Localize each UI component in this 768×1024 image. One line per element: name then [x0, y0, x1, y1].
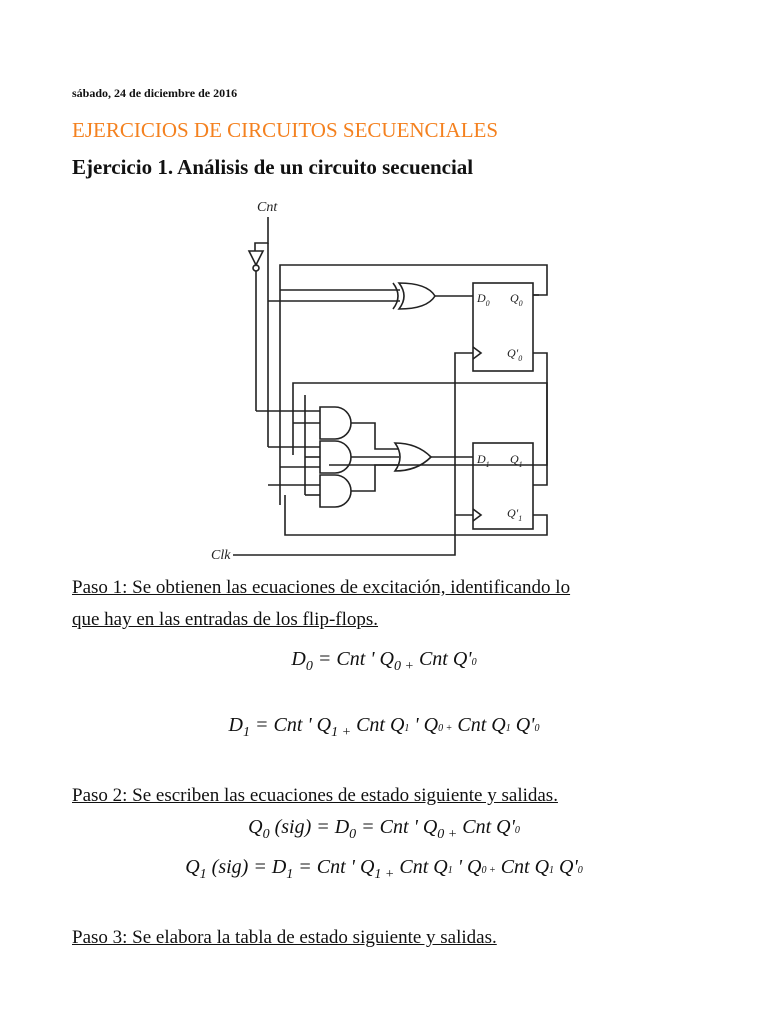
xor-gate-back [393, 283, 398, 309]
step-3-text: Paso 3: Se elabora la tabla de estado siguiente y salidas. [72, 927, 497, 948]
svg-text:D0: $D_0$ [477, 291, 490, 308]
svg-text:Q'0: $Q'_0$ [507, 346, 523, 363]
clk-label: Clk [211, 548, 231, 563]
not-gate [249, 251, 263, 265]
svg-text:Q1: $Q_1$ [510, 452, 523, 469]
equation-d0: $D_0$ = Cnt ' $Q_{0 +}$ Cnt Q'0 [291, 648, 477, 674]
post-title[interactable]: EJERCICIOS DE CIRCUITOS SECUENCIALES [72, 118, 499, 142]
post-date: sábado, 24 de diciembre de 2016 [72, 86, 238, 100]
cnt-label: Cnt [257, 200, 278, 215]
circuit-diagram [205, 195, 560, 570]
equation-q1-next: $Q_1$ $(sig) = D_1$ = Cnt ' $Q_{1 +}$ Cnt Q1 ' Q0 + Cnt Q1 Q'0 [185, 856, 583, 882]
or-gate [395, 443, 431, 471]
step-2-text: Paso 2: Se escriben las ecuaciones de estado siguiente y salidas. [72, 785, 558, 806]
and-gate-2 [320, 441, 351, 473]
and-gate-3 [320, 475, 351, 507]
svg-text:Q'1: $Q'_1$ [507, 506, 523, 523]
svg-text:Q0: $Q_0$ [510, 291, 523, 308]
xor-gate [399, 283, 435, 309]
equation-d1: $D_1$ = Cnt ' $Q_{1 +}$ Cnt Q1 ' Q0 + Cnt Q1 Q'0 [228, 714, 540, 740]
svg-text:D1: $D_1$ [477, 452, 490, 469]
step-1-text: Paso 1: Se obtienen las ecuaciones de excitación, identificando lo que hay en las entradas de los flip-flops. [72, 577, 571, 630]
equation-q0-next: $Q_0$ $(sig) = D_0$ = Cnt ' $Q_{0 +}$ Cnt Q'0 [248, 816, 520, 842]
and-gate-1 [320, 407, 351, 439]
exercise-heading: Ejercicio 1. Análisis de un circuito secuencial [72, 155, 474, 179]
